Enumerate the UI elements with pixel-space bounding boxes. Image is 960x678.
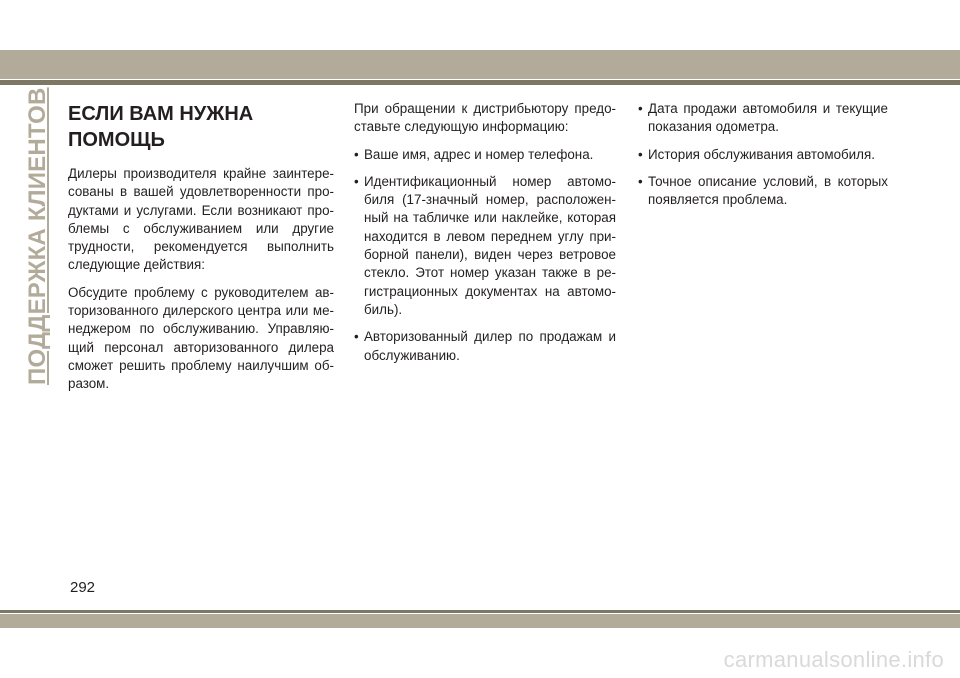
section-side-label: ПОДДЕРЖКА КЛИЕНТОВ [24, 87, 51, 385]
list-item: • Дата продажи автомобиля и текущие показания одометра. [638, 100, 888, 137]
page-title [68, 101, 334, 153]
info-list [354, 146, 616, 365]
column-2 [354, 100, 616, 374]
list-item: • Идентификационный номер автомобиля (17-значный номер, расположенный на табличке или наклейке, которая находится в левом переднем углу приборной панели), виден через ветровое стекло. Этот номер указан также в регистрационных документах на автомобиль). [354, 173, 616, 319]
header-band [0, 50, 960, 79]
list-item: • История обслуживания автомобиля. [638, 146, 888, 164]
paragraph: Обсудите проблему с руководителем авторизованного дилерского центра или менеджером по обслуживанию. Управляющий персонал авторизованного дилера сможет решить проблему наилучшим образом. [68, 284, 334, 392]
footer-rule [0, 610, 960, 613]
paragraph: Дилеры производителя крайне заинтересованы в вашей удовлетворенности продуктами и услугами. Если возникают проблемы с обслуживанием или другие трудности, рекомендуется выполнить следующие действия: [68, 166, 334, 273]
column-3 [638, 100, 888, 218]
paragraph: При обращении к дистрибьютору предоставьте следующую информацию: [354, 101, 616, 135]
page-title-line-1: ЕСЛИ ВАМ НУЖНА [68, 103, 254, 125]
list-item: • Точное описание условий, в которых появляется проблема. [638, 173, 888, 210]
list-item: • Ваше имя, адрес и номер телефона. [354, 146, 616, 164]
info-list [638, 100, 888, 209]
page-number: 292 [70, 579, 96, 596]
column-1 [68, 101, 334, 403]
watermark: carmanualsonline.info [723, 647, 944, 672]
header-rule [0, 80, 960, 85]
list-item: • Авторизованный дилер по продажам и обслуживанию. [354, 328, 616, 365]
page-title-line-2: ПОМОЩЬ [68, 129, 165, 151]
footer-band [0, 614, 960, 628]
